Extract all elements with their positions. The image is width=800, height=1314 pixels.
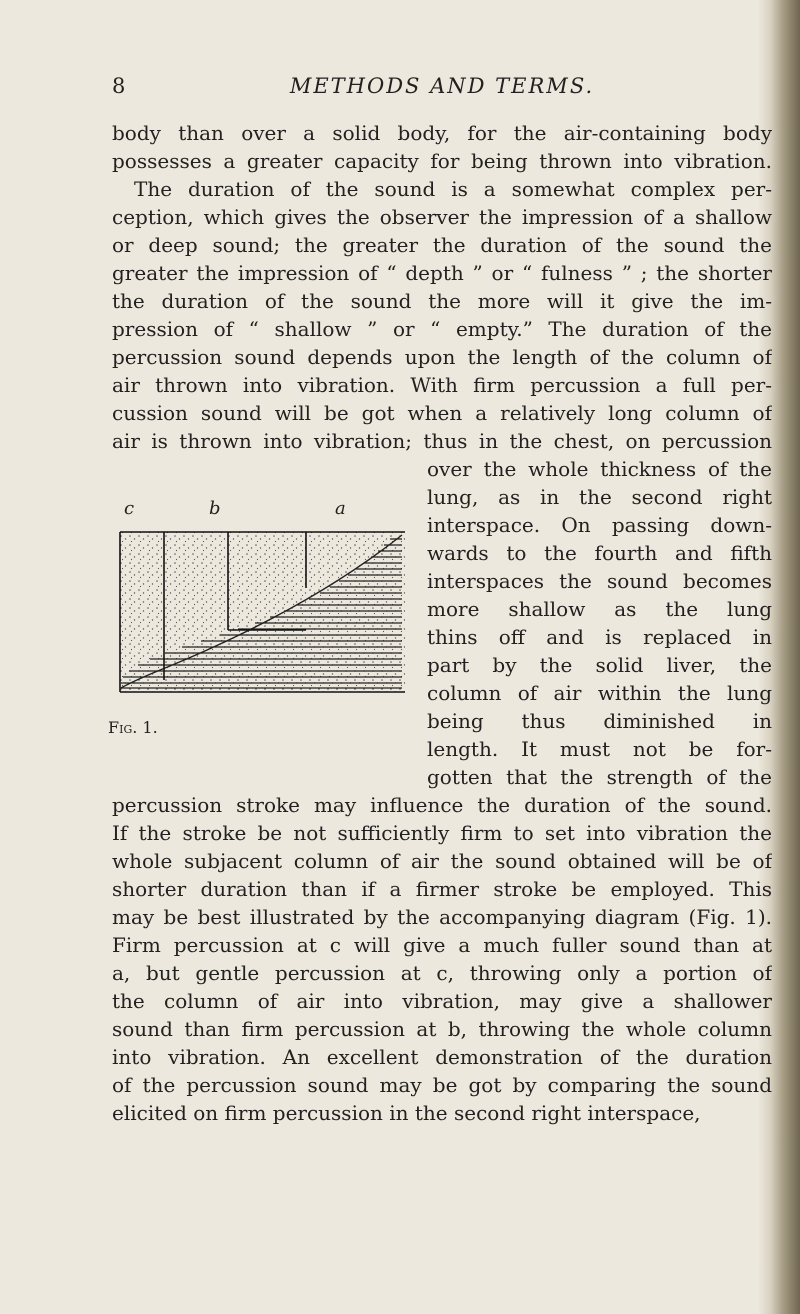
text-line: possesses a greater capacity for being thrown into vibration.	[112, 149, 772, 173]
text-line: thins off and is replaced in	[427, 625, 772, 649]
text-line: or deep sound; the greater the duration of the sound the	[112, 233, 772, 257]
percussion-column-diagram	[110, 498, 410, 713]
figure-label-b: b	[209, 498, 221, 519]
text-line: length. It must not be for-	[427, 737, 772, 761]
text-line: wards to the fourth and fifth	[427, 541, 772, 565]
text-line: part by the solid liver, the	[427, 653, 772, 677]
running-title: METHODS AND TERMS.	[289, 74, 595, 98]
figure-caption: Fig. 1.	[108, 718, 158, 737]
text-line: cussion sound will be got when a relatively long column of	[112, 401, 772, 425]
text-line: interspaces the sound becomes	[427, 569, 772, 593]
text-line: gotten that the strength of the	[427, 765, 772, 789]
text-line: more shallow as the lung	[427, 597, 772, 621]
text-line: sound than firm percussion at b, throwing the whole column	[112, 1017, 772, 1041]
text-line: the column of air into vibration, may give a shallower	[112, 989, 772, 1013]
text-line: the duration of the sound the more will it give the im-	[112, 289, 772, 313]
text-line: shorter duration than if a firmer stroke be employed. This	[112, 877, 772, 901]
text-line: lung, as in the second right	[427, 485, 772, 509]
figure-1	[110, 498, 410, 748]
text-line: percussion sound depends upon the length of the column of	[112, 345, 772, 369]
text-line: The duration of the sound is a somewhat complex per-	[134, 177, 772, 201]
text-line: into vibration. An excellent demonstration of the duration	[112, 1045, 772, 1069]
text-line: percussion stroke may influence the duration of the sound.	[112, 793, 772, 817]
text-line: elicited on firm percussion in the second right interspace,	[112, 1101, 701, 1125]
text-line: interspace. On passing down-	[427, 513, 772, 537]
text-line: being thus diminished in	[427, 709, 772, 733]
running-head	[112, 74, 772, 102]
text-line: over the whole thickness of the	[427, 457, 772, 481]
text-line: column of air within the lung	[427, 681, 772, 705]
text-line: body than over a solid body, for the air-containing body	[112, 121, 772, 145]
text-line: air thrown into vibration. With firm percussion a full per-	[112, 373, 772, 397]
lung-tissue-dots	[120, 532, 405, 692]
text-line: air is thrown into vibration; thus in the chest, on percussion	[112, 429, 772, 453]
text-line: ception, which gives the observer the impression of a shallow	[112, 205, 772, 229]
text-line: a, but gentle percussion at c, throwing only a portion of	[112, 961, 772, 985]
page-number: 8	[112, 74, 126, 98]
text-line: of the percussion sound may be got by comparing the sound	[112, 1073, 772, 1097]
text-line: may be best illustrated by the accompanying diagram (Fig. 1).	[112, 905, 772, 929]
text-line: pression of “ shallow ” or “ empty.” The duration of the	[112, 317, 772, 341]
figure-label-a: a	[335, 498, 346, 519]
text-line: greater the impression of “ depth ” or “ fulness ” ; the shorter	[112, 261, 772, 285]
figure-label-c: c	[124, 498, 135, 519]
text-line: Firm percussion at c will give a much fuller sound than at	[112, 933, 772, 957]
text-line: whole subjacent column of air the sound obtained will be of	[112, 849, 772, 873]
text-line: If the stroke be not sufficiently firm to set into vibration the	[112, 821, 772, 845]
